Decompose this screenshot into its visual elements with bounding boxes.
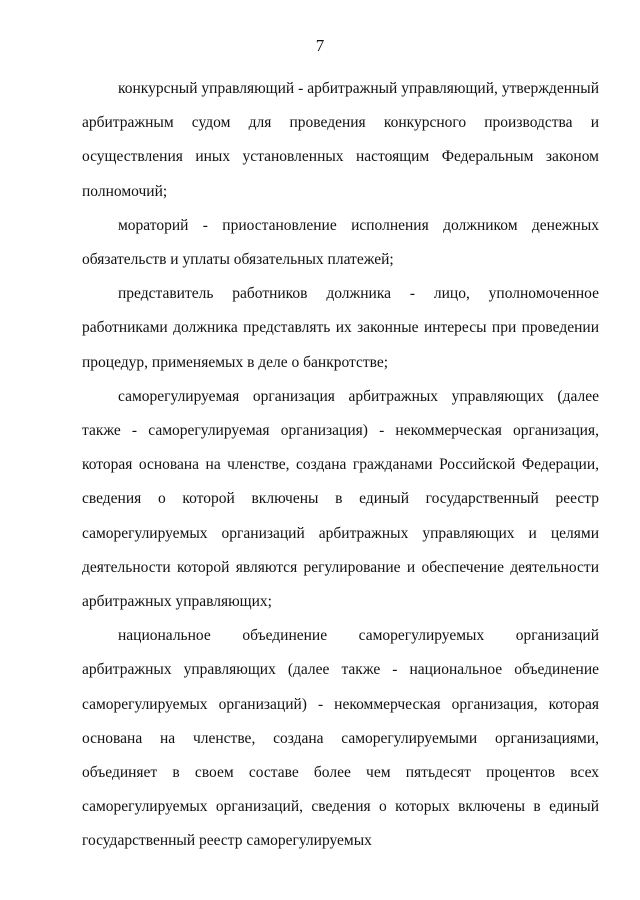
page-number: 7 xyxy=(315,36,325,55)
paragraph-moratory: мораторий - приостановление исполнения должником денежных обязательств и уплаты обязательных платежей; xyxy=(82,216,599,269)
paragraph-konkursny-upravlyayushchy: конкурсный управляющий - арбитражный управляющий, утвержденный арбитражным судом для проведения конкурсного производства и осуществления иных установленных настоящим Федеральным законом полномочий; xyxy=(82,80,599,200)
paragraph-predstavitel-rabotnikov: представитель работников должника - лицо, уполномоченное работниками должника представлять их законные интересы при проведении процедур, применяемых в деле о банкротстве; xyxy=(82,285,599,371)
document-body xyxy=(82,72,599,859)
paragraph-samoreguliruemaya-organizatsiya: саморегулируемая организация арбитражных управляющих (далее также - саморегулируемая организация) - некоммерческая организация, которая основана на членстве, создана гражданами Российской Федерации, сведения о которой включены в единый государственный реестр саморегулируемых организаций арбитражных управляющих и целями деятельности которой являются регулирование и обеспечение деятельности арбитражных управляющих; xyxy=(82,387,599,611)
paragraph-natsionalnoe-obedinenie: национальное объединение саморегулируемых организаций арбитражных управляющих (далее также - национальное объединение саморегулируемых организаций) - некоммерческая организация, которая основана на членстве, создана саморегулируемыми организациями, объединяет в своем составе более чем пятьдесят процентов всех саморегулируемых организаций, сведения о которых включены в единый государственный реестр саморегулируемых xyxy=(82,627,599,850)
